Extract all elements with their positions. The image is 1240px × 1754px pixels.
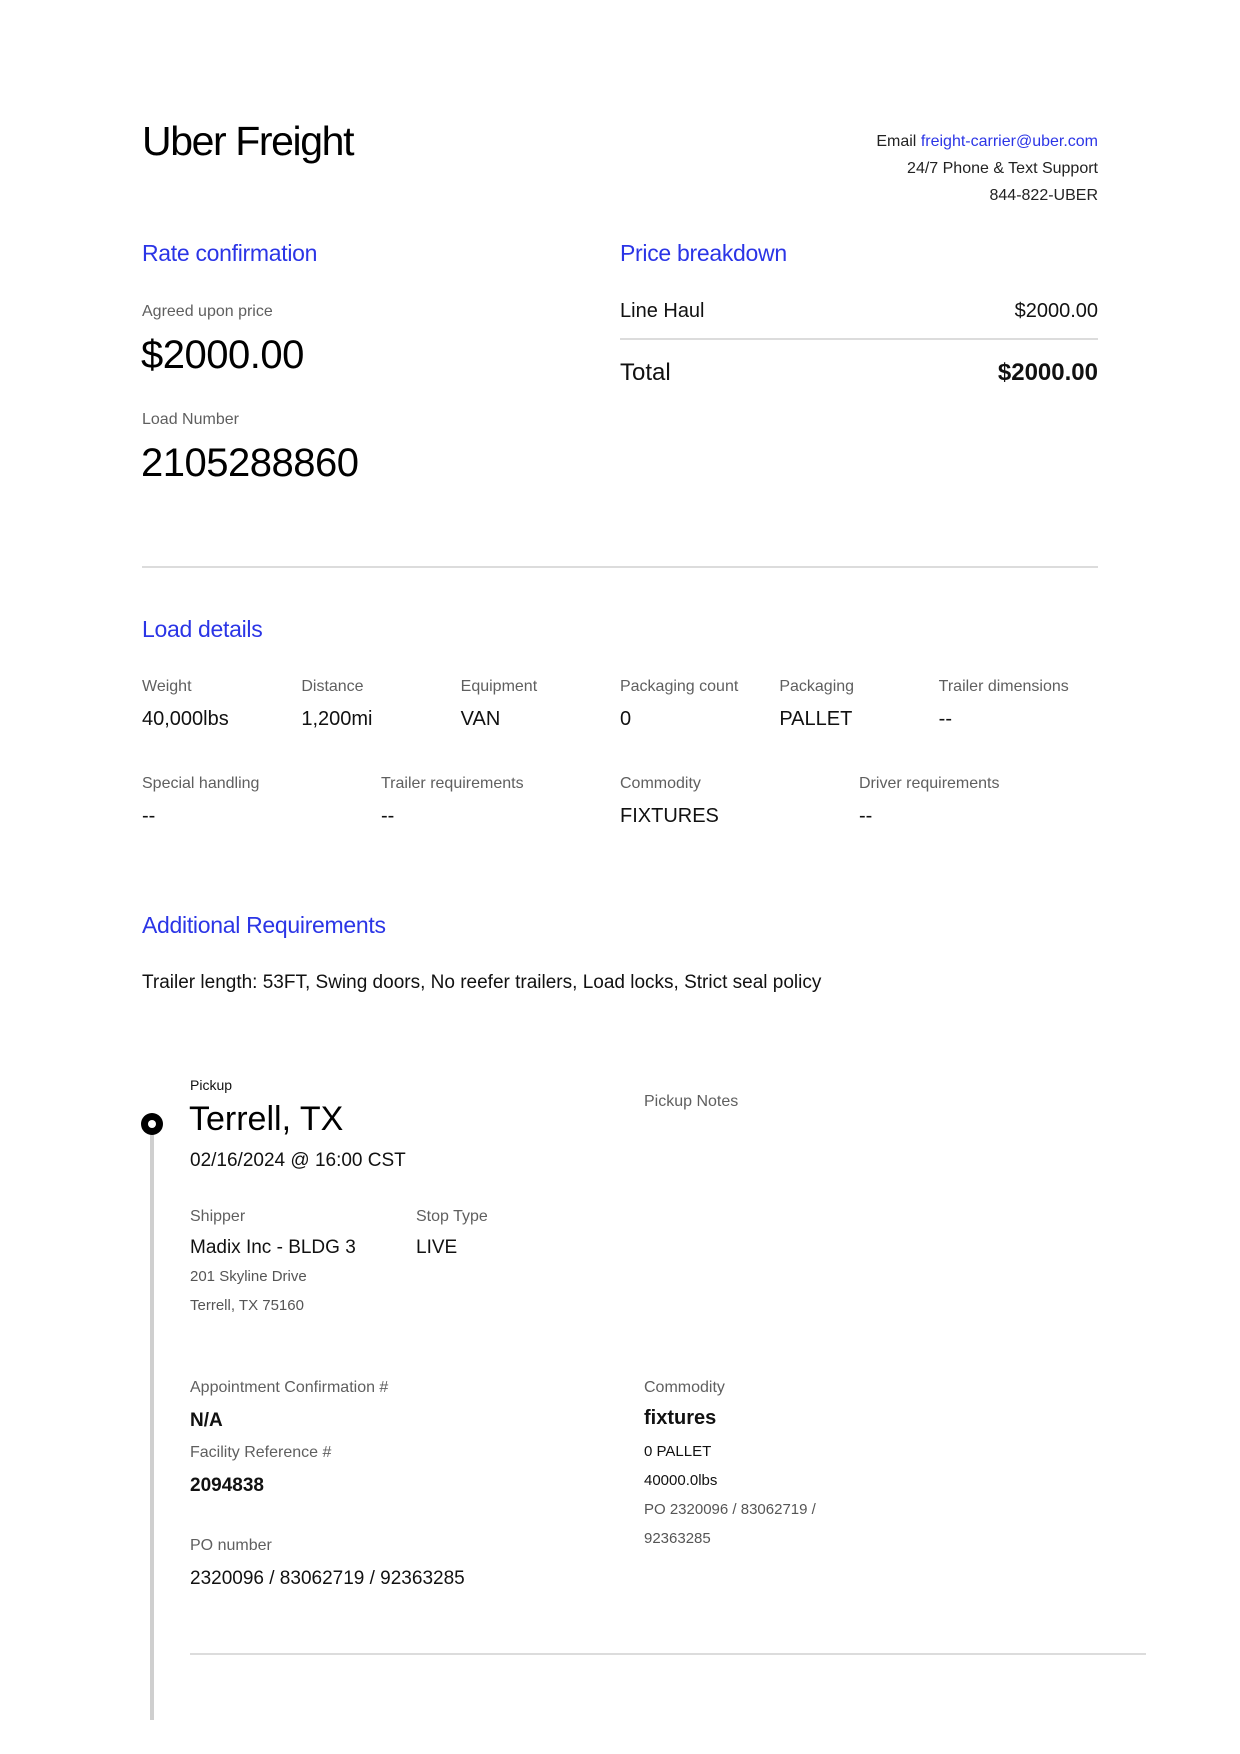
detail-value: PALLET <box>779 708 853 730</box>
stop-type-value: LIVE <box>416 1237 458 1258</box>
detail-value: 40,000lbs <box>142 708 229 730</box>
detail-value: FIXTURES <box>620 805 719 827</box>
detail-label: Special handling <box>142 775 260 792</box>
detail-value: -- <box>381 805 395 827</box>
detail-driver-requirements <box>859 775 1098 828</box>
appointment-value: N/A <box>190 1410 223 1431</box>
line-haul-label: Line Haul <box>620 300 705 322</box>
price-divider <box>620 338 1098 340</box>
additional-requirements-title: Additional Requirements <box>142 912 386 938</box>
detail-value: -- <box>142 805 156 827</box>
detail-label: Commodity <box>620 775 701 792</box>
email-link[interactable]: freight-carrier@uber.com <box>920 133 1098 150</box>
detail-value: VAN <box>460 708 501 730</box>
detail-label: Packaging count <box>619 678 739 695</box>
load-number-value: 2105288860 <box>141 441 359 485</box>
po-number-label: PO number <box>190 1537 272 1554</box>
total-row <box>620 359 1098 387</box>
price-breakdown-title: Price breakdown <box>620 240 787 266</box>
detail-weight <box>142 678 301 731</box>
shipper-address-line-2: Terrell, TX 75160 <box>190 1297 304 1314</box>
detail-label: Trailer requirements <box>381 775 524 792</box>
detail-value: -- <box>859 805 873 827</box>
commodity-weight: 40000.0lbs <box>644 1472 718 1489</box>
stop-type-label: Stop Type <box>416 1208 488 1225</box>
stop-divider <box>190 1653 1146 1655</box>
detail-packaging-count <box>620 678 779 731</box>
stop-kind: Pickup <box>190 1077 233 1093</box>
section-divider <box>142 566 1098 568</box>
shipper-address-line-1: 201 Skyline Drive <box>190 1268 307 1285</box>
load-details-title: Load details <box>142 616 263 642</box>
shipper-name: Madix Inc - BLDG 3 <box>190 1237 356 1258</box>
stop-datetime: 02/16/2024 @ 16:00 CST <box>190 1150 406 1171</box>
detail-trailer-requirements <box>381 775 620 828</box>
commodity-po-line-1: PO 2320096 / 83062719 / <box>644 1501 816 1518</box>
commodity-count: 0 PALLET <box>644 1443 712 1460</box>
detail-label: Weight <box>142 678 192 695</box>
detail-distance <box>301 678 460 731</box>
detail-packaging <box>779 678 938 731</box>
detail-value: 1,200mi <box>301 708 373 730</box>
pickup-notes-label: Pickup Notes <box>644 1093 739 1110</box>
detail-value: -- <box>938 708 952 730</box>
agreed-price-value: $2000.00 <box>141 333 304 377</box>
contact-info <box>876 128 1098 209</box>
po-number-value: 2320096 / 83062719 / 92363285 <box>190 1568 465 1589</box>
email-line <box>876 128 1098 155</box>
shipper-label: Shipper <box>190 1208 246 1225</box>
load-details-row-2 <box>142 775 1098 828</box>
load-details-row-1 <box>142 678 1098 731</box>
rate-confirmation-title: Rate confirmation <box>142 240 318 266</box>
detail-commodity <box>620 775 859 828</box>
line-haul-row <box>620 300 1098 323</box>
uber-freight-logo: Uber Freight <box>142 118 354 164</box>
detail-label: Distance <box>301 678 364 695</box>
detail-trailer-dimensions <box>939 678 1098 731</box>
appointment-label: Appointment Confirmation # <box>190 1379 389 1396</box>
total-value: $2000.00 <box>997 359 1098 386</box>
detail-label: Trailer dimensions <box>938 678 1069 695</box>
detail-equipment <box>461 678 620 731</box>
detail-label: Packaging <box>779 678 855 695</box>
agreed-price-label: Agreed upon price <box>142 303 273 320</box>
email-label: Email <box>876 133 917 150</box>
detail-label: Equipment <box>460 678 538 695</box>
detail-special-handling <box>142 775 381 828</box>
timeline-stop-icon <box>141 1113 163 1135</box>
support-phone: 844-822-UBER <box>989 187 1098 204</box>
facility-reference-value: 2094838 <box>190 1475 264 1496</box>
support-text: 24/7 Phone & Text Support <box>907 160 1098 177</box>
stop-city: Terrell, TX <box>189 1100 344 1138</box>
additional-requirements-text: Trailer length: 53FT, Swing doors, No reefer trailers, Load locks, Strict seal policy <box>142 972 822 993</box>
commodity-po-line-2: 92363285 <box>644 1530 711 1547</box>
commodity-name: fixtures <box>644 1407 717 1429</box>
load-number-label: Load Number <box>142 411 239 428</box>
facility-reference-label: Facility Reference # <box>190 1444 332 1461</box>
total-label: Total <box>620 359 671 386</box>
detail-label: Driver requirements <box>859 775 1000 792</box>
line-haul-value: $2000.00 <box>1014 300 1098 322</box>
commodity-label: Commodity <box>644 1379 725 1396</box>
timeline-line <box>150 1132 154 1720</box>
detail-value: 0 <box>619 708 632 730</box>
